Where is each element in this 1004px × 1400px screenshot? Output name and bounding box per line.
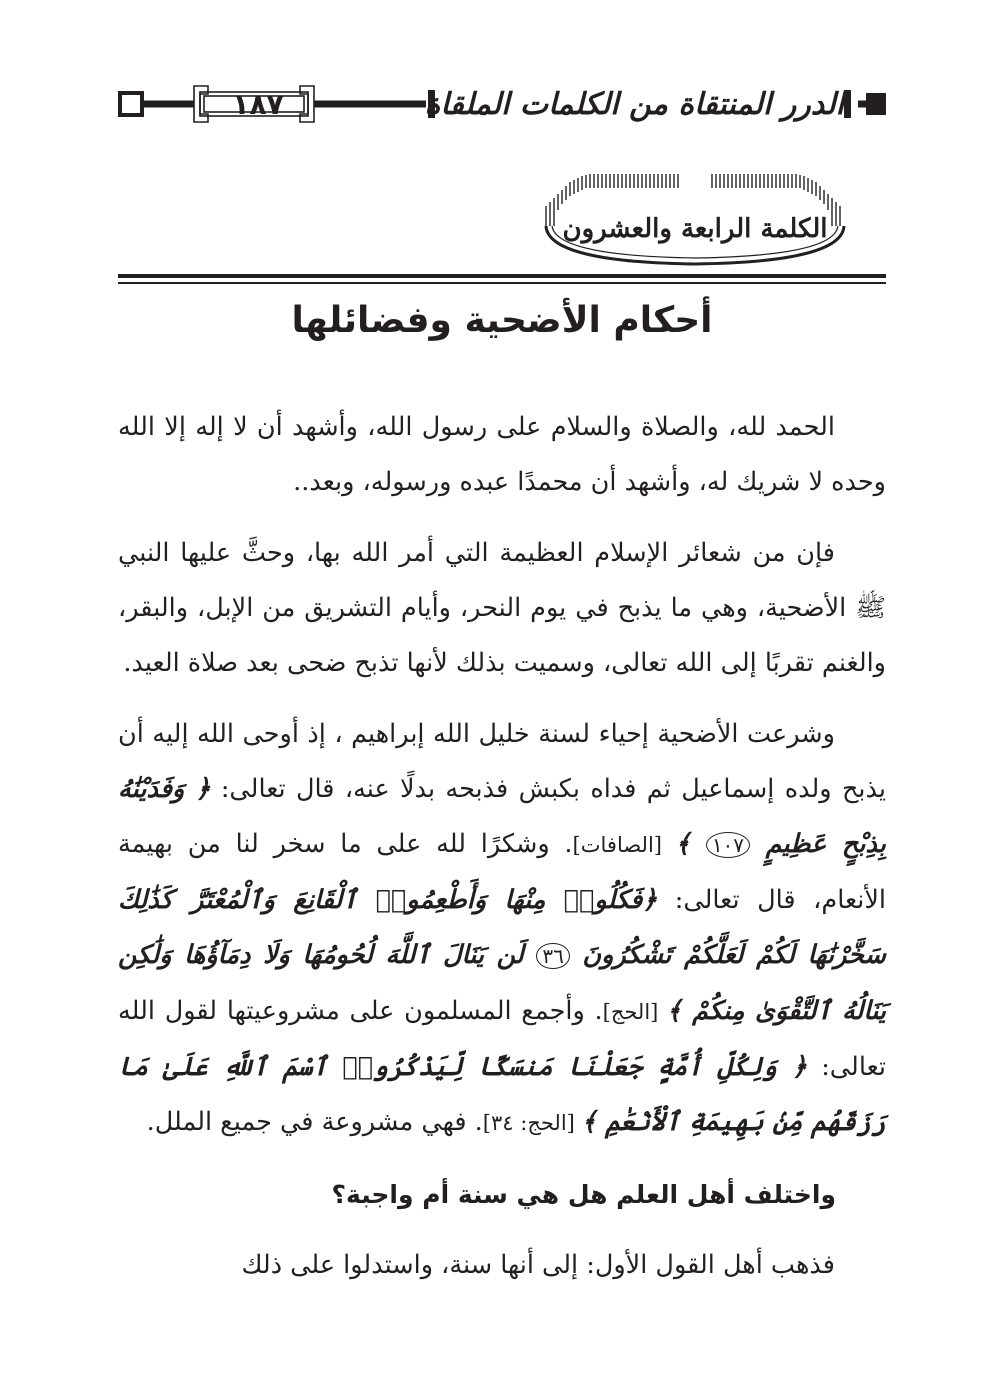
paragraph-3-text-c: . وأجمع المسلمون على مشروعيتها لقول الله تعالى:: [118, 996, 886, 1082]
paragraph-3: [118, 707, 886, 1151]
ayah-number-2: ٣٦: [536, 943, 569, 969]
section-question: واختلف أهل العلم هل هي سنة أم واجبة؟: [331, 1180, 836, 1209]
paragraph-2: فإن من شعائر الإسلام العظيمة التي أمر الله بها، وحثَّ عليها النبي ﷺ الأضحية، وهي ما يذبح في يوم النحر، وأيام التشريق من الإبل، والبقر، والغنم تقربًا إلى الله تعالى، وسميت بذلك لأنها تذبح ضحى بعد صلاة العيد.: [118, 538, 886, 678]
title-rule-thick: [118, 274, 886, 278]
verse-reference-3: [الحج: ٣٤]: [482, 1111, 582, 1135]
title-rule-thin: [118, 282, 886, 284]
paragraph-1: الحمد لله، والصلاة والسلام على رسول الله، وأشهد أن لا إله إلا الله وحده لا شريك له، وأشهد أن محمدًا عبده ورسوله، وبعد..: [118, 412, 886, 497]
chapter-label: الكلمة الرابعة والعشرون: [562, 214, 828, 244]
paragraph-3-text-d: . فهي مشروعة في جميع الملل.: [146, 1107, 483, 1137]
running-title: الدرر المنتقاة من الكلمات الملقاة: [538, 78, 844, 132]
quran-verse-2: ﴿فَكُلُوا۟ مِنْهَا وَأَطْعِمُوا۟ ٱلْقَانِعَ وَٱلْمُعْتَرَّ كَذَٰلِكَ سَخَّرْنَٰهَا لَكُمْ لَعَلَّكُمْ تَشْكُرُونَ: [118, 885, 886, 970]
verse-reference-2: [الحج]: [602, 1000, 667, 1024]
page-title: أحكام الأضحية وفضائلها: [291, 300, 713, 341]
quran-verse-1: ﴿ وَفَدَيْنَٰهُ بِذِبْحٍ عَظِيمٍ: [118, 774, 886, 859]
quran-verse-1-end: ﴾: [675, 829, 706, 859]
ayah-number-1: ١٠٧: [706, 832, 750, 858]
paragraph-4: فذهب أهل القول الأول: إلى أنها سنة، واستدلوا على ذلك: [241, 1250, 835, 1280]
page-number: ١٨٧: [232, 88, 284, 121]
verse-reference-1: [الصافات]: [572, 833, 676, 857]
quran-verse-3: ﴿ وَلِكُلِّ أُمَّةٍ جَعَلْنَا مَنسَكًا لِّيَذْكُرُوا۟ ٱسْمَ ٱللَّهِ عَلَىٰ مَا رَزَقَهُم مِّنۢ بَهِيمَةِ ٱلْأَنْعَٰمِ ﴾: [118, 1052, 886, 1137]
quran-verse-2-continued: لَن يَنَالَ ٱللَّهَ لُحُومُهَا وَلَا دِمَآؤُهَا وَلَٰكِن يَنَالُهُ ٱلتَّقْوَىٰ مِنكُمْ ﴾: [118, 940, 886, 1026]
running-header: [118, 78, 886, 132]
paragraph-3-text-b: . وشكرًا لله على ما سخر لنا من بهيمة الأنعام، قال تعالى:: [118, 829, 886, 915]
chapter-banner: [540, 170, 850, 270]
body-text: [118, 400, 886, 1309]
paragraph-3-text-a: وشرعت الأضحية إحياء لسنة خليل الله إبراهيم ، إذ أوحى الله إليه أن يذبح ولده إسماعيل ثم فداه بكبش فذبحه بدلًا عنه، قال تعالى:: [118, 719, 887, 804]
